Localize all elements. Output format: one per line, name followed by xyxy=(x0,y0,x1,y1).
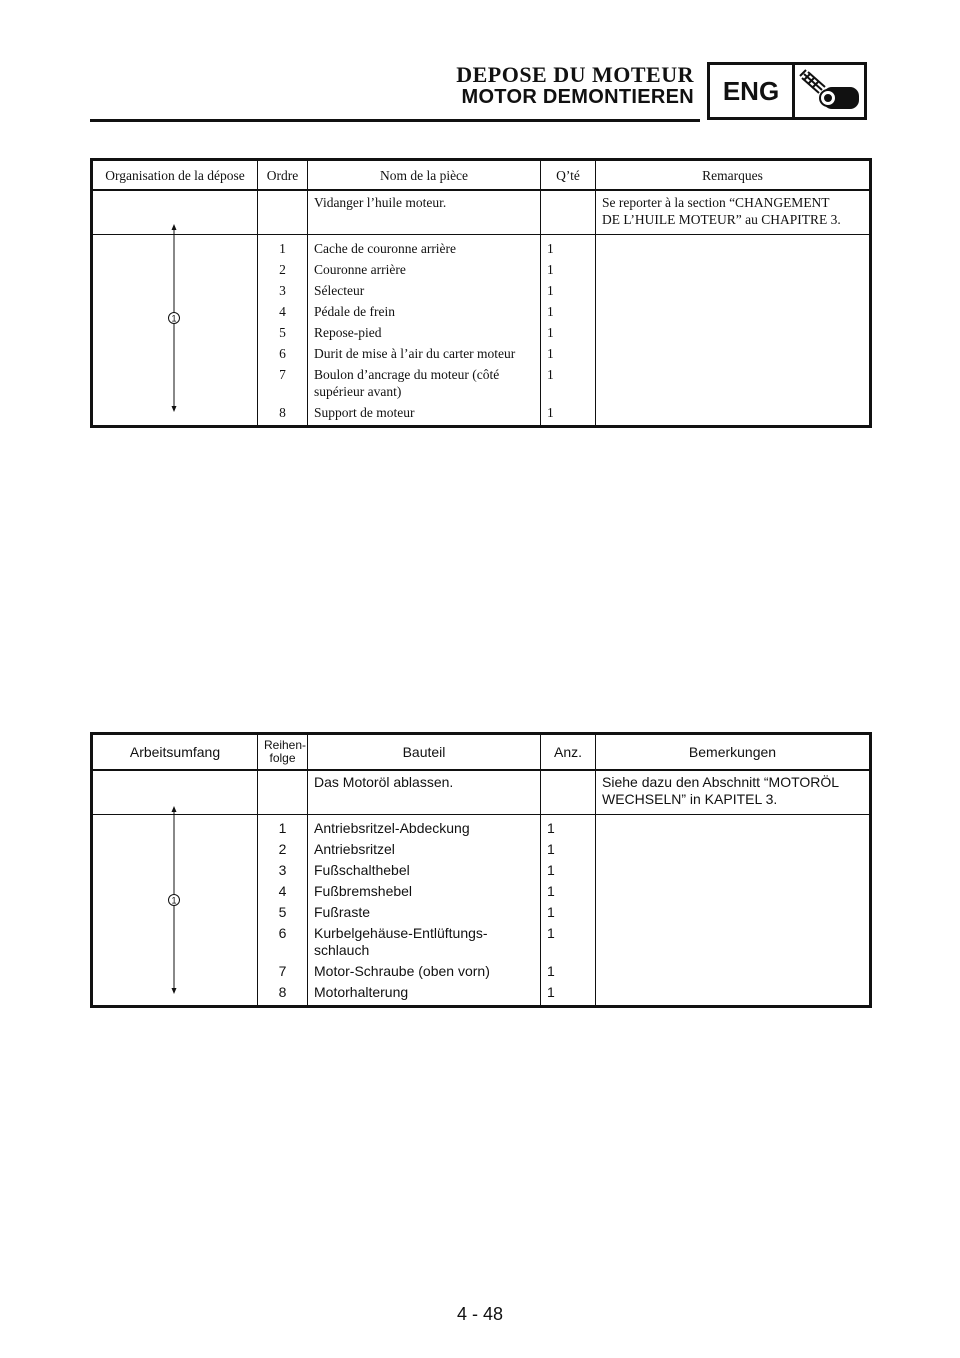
table-row xyxy=(92,364,871,402)
qty-cell: 1 xyxy=(541,860,596,881)
table-row xyxy=(92,961,871,982)
col-header-scope: Arbeitsumfang xyxy=(92,734,258,771)
qty-cell: 1 xyxy=(541,301,596,322)
part-cell: Cache de couronne arrière xyxy=(308,235,541,260)
order-cell: 2 xyxy=(258,259,308,280)
table-row xyxy=(92,881,871,902)
remarks-cell xyxy=(596,770,871,815)
col-header-order: Ordre xyxy=(258,160,308,191)
order-cell: 3 xyxy=(258,860,308,881)
qty-cell: 1 xyxy=(541,839,596,860)
order-cell: 7 xyxy=(258,961,308,982)
order-cell: 8 xyxy=(258,402,308,427)
col-header-part: Bauteil xyxy=(308,734,541,771)
qty-cell: 1 xyxy=(541,902,596,923)
qty-cell: 1 xyxy=(541,322,596,343)
qty-cell: 1 xyxy=(541,982,596,1007)
table-header-row xyxy=(92,160,871,191)
part-cell: Durit de mise à l’air du carter moteur xyxy=(308,343,541,364)
table-row xyxy=(92,860,871,881)
part-cell: Fußraste xyxy=(308,902,541,923)
part-name: Das Motoröl ablassen. xyxy=(308,770,541,815)
qty-cell: 1 xyxy=(541,364,596,402)
part-cell: Couronne arrière xyxy=(308,259,541,280)
order-cell: 1 xyxy=(258,235,308,260)
qty-cell: 1 xyxy=(541,259,596,280)
order-cell: 1 xyxy=(258,815,308,840)
part-cell: Antriebsritzel xyxy=(308,839,541,860)
part-cell: Motor-Schraube (oben vorn) xyxy=(308,961,541,982)
remark-line: Se reporter à la section “CHANGEMENT xyxy=(602,195,830,210)
order-cell: 4 xyxy=(258,301,308,322)
col-header-order xyxy=(258,734,308,771)
table-row-preparation xyxy=(92,770,871,815)
order-cell: 7 xyxy=(258,364,308,402)
col-header-remarks: Remarques xyxy=(596,160,871,191)
order-cell: 5 xyxy=(258,322,308,343)
col-header-part: Nom de la pièce xyxy=(308,160,541,191)
page-title-de: MOTOR DEMONTIEREN xyxy=(461,86,694,108)
table-header-row xyxy=(92,734,871,771)
remarks-cell xyxy=(596,190,871,235)
part-cell xyxy=(308,923,541,961)
part-cell: Fußschalthebel xyxy=(308,860,541,881)
step-range-bracket xyxy=(162,224,186,414)
table-row xyxy=(92,923,871,961)
part-line: Kurbelgehäuse-Entlüftungs- xyxy=(314,925,488,941)
qty-cell: 1 xyxy=(541,343,596,364)
order-cell: 8 xyxy=(258,982,308,1007)
order-cell: 4 xyxy=(258,881,308,902)
part-cell: Repose-pied xyxy=(308,322,541,343)
part-line: supérieur avant) xyxy=(314,384,402,399)
removal-table-fr xyxy=(90,158,872,428)
part-cell xyxy=(308,364,541,402)
order-cell: 3 xyxy=(258,280,308,301)
removal-table-de xyxy=(90,732,872,1008)
col-header-qty: Q’té xyxy=(541,160,596,191)
table-row xyxy=(92,322,871,343)
qty-cell: 1 xyxy=(541,235,596,260)
order-cell: 6 xyxy=(258,343,308,364)
group-marker: 1 xyxy=(171,313,177,324)
remark-line: DE L’HUILE MOTEUR” au CHAPITRE 3. xyxy=(602,212,841,227)
section-badge xyxy=(707,62,867,120)
part-cell: Sélecteur xyxy=(308,280,541,301)
header-line: Reihen- xyxy=(264,738,307,752)
part-line: schlauch xyxy=(314,942,370,958)
qty-cell: 1 xyxy=(541,815,596,840)
part-cell: Motorhalterung xyxy=(308,982,541,1007)
step-range-bracket xyxy=(162,806,186,996)
col-header-scope: Organisation de la dépose xyxy=(92,160,258,191)
table-row xyxy=(92,815,871,840)
order-cell: 6 xyxy=(258,923,308,961)
header-line: folge xyxy=(269,751,296,765)
col-header-remarks: Bemerkungen xyxy=(596,734,871,771)
page-number: 4 - 48 xyxy=(456,1304,504,1324)
qty-cell: 1 xyxy=(541,961,596,982)
header-rule xyxy=(90,119,700,122)
table-row xyxy=(92,280,871,301)
part-cell: Antriebsritzel-Abdeckung xyxy=(308,815,541,840)
engine-icon xyxy=(795,65,864,117)
table-row xyxy=(92,839,871,860)
remark-line: WECHSELN” in KAPITEL 3. xyxy=(602,791,778,807)
table-row xyxy=(92,902,871,923)
qty-cell: 1 xyxy=(541,402,596,427)
part-cell: Support de moteur xyxy=(308,402,541,427)
remark-line: Siehe dazu den Abschnitt “MOTORÖL xyxy=(602,774,840,790)
table-row-preparation xyxy=(92,190,871,235)
group-marker: 1 xyxy=(171,895,177,906)
section-badge-label: ENG xyxy=(710,65,795,117)
table-row xyxy=(92,982,871,1007)
order-cell: 5 xyxy=(258,902,308,923)
qty-cell: 1 xyxy=(541,881,596,902)
order-cell: 2 xyxy=(258,839,308,860)
page-title-fr: DEPOSE DU MOTEUR xyxy=(456,62,694,87)
table-row xyxy=(92,259,871,280)
table-row xyxy=(92,343,871,364)
col-header-qty: Anz. xyxy=(541,734,596,771)
part-name: Vidanger l’huile moteur. xyxy=(308,190,541,235)
qty-cell: 1 xyxy=(541,280,596,301)
table-row xyxy=(92,402,871,427)
part-line: Boulon d’ancrage du moteur (côté xyxy=(314,367,500,382)
part-cell: Pédale de frein xyxy=(308,301,541,322)
table-row xyxy=(92,235,871,260)
part-cell: Fußbremshebel xyxy=(308,881,541,902)
table-row xyxy=(92,301,871,322)
qty-cell: 1 xyxy=(541,923,596,961)
